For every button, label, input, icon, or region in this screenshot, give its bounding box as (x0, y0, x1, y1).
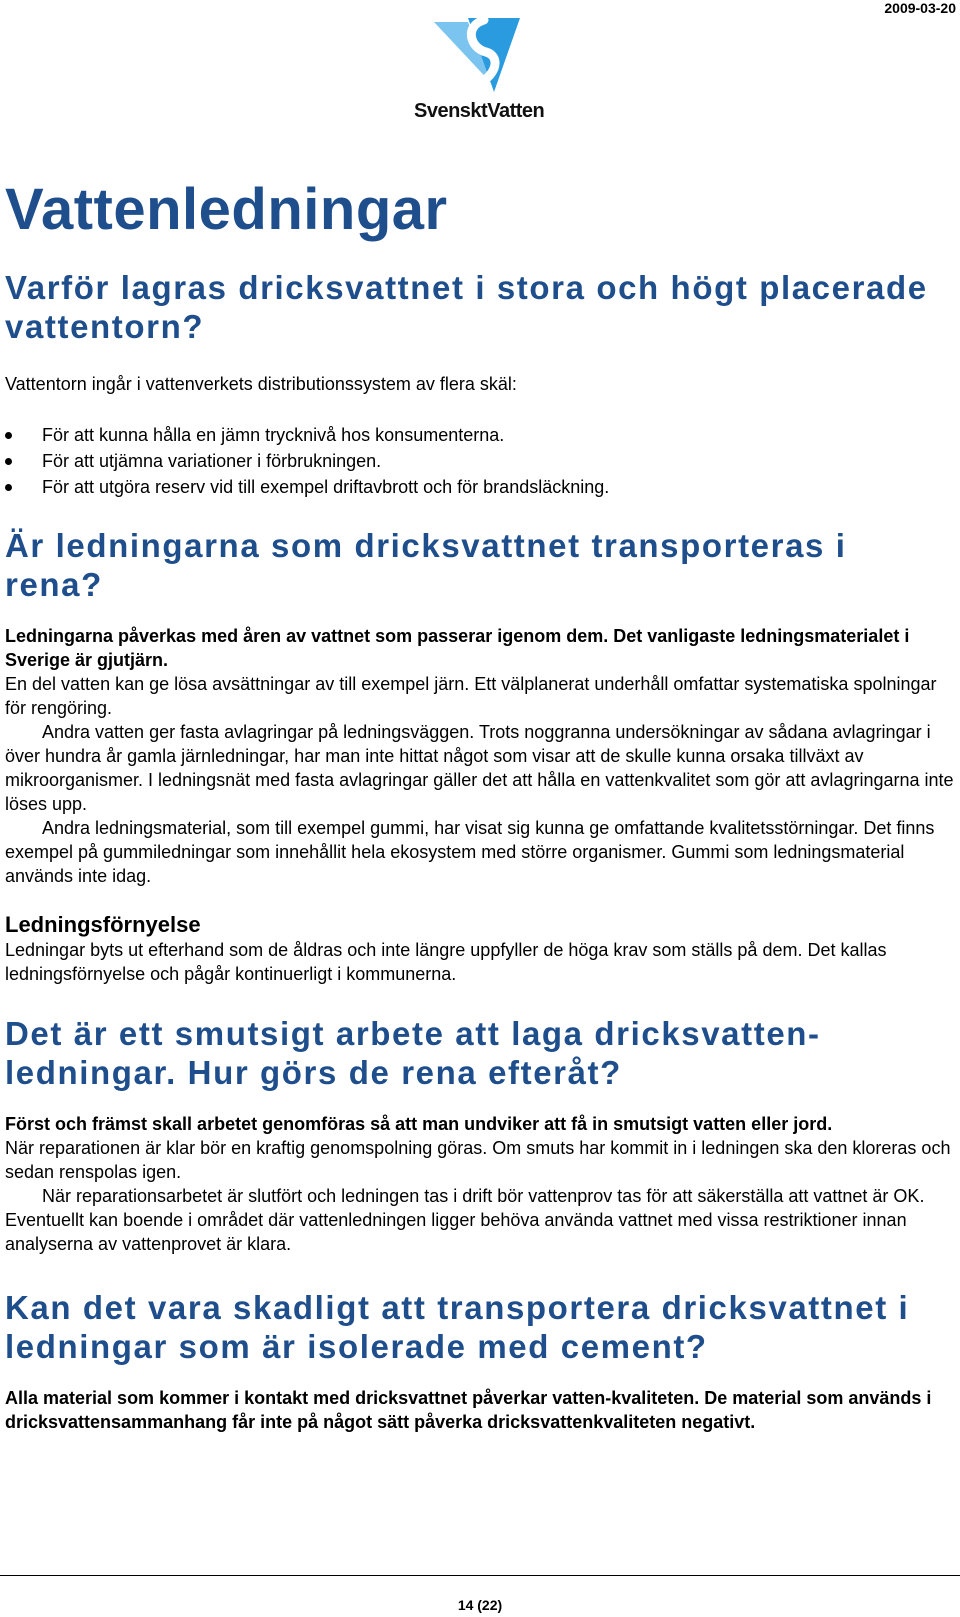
page-title: Vattenledningar (5, 177, 448, 242)
bullet-icon (5, 484, 12, 491)
bullet-icon (5, 432, 12, 439)
document-body (5, 176, 955, 1434)
smutsigt-arbete-paragraph-2: När reparationsarbetet är slutfört och ledningen tas i drift bör vattenprov tas för att säkerställa att vattnet är OK. Eventuellt kan boende i området där vattenledningen ligger behöva använda vattnet med vissa restriktioner innan analyserna av vattenprovet är klara. (5, 1186, 925, 1254)
list-item: För att utjämna variationer i förbrukningen. (5, 448, 955, 474)
rena-ledningar-paragraph-1: En del vatten kan ge lösa avsättningar av till exempel järn. Ett välplanerat underhåll omfattar systematiska spolningar för rengöring. (5, 674, 937, 718)
svenskt-vatten-logo (410, 14, 550, 123)
water-drop-logo-icon (434, 14, 522, 94)
list-item: För att utgöra reserv vid till exempel driftavbrott och för brandsläckning. (5, 474, 955, 500)
cement-lead: Alla material som kommer i kontakt med dricksvattnet påverkar vatten-kvaliteten. De material som används i dricksvattensammanhang får inte på något sätt påverka dricksvattenkvaliteten negativt. (5, 1388, 932, 1432)
bullet-icon (5, 458, 12, 465)
document-date: 2009-03-20 (884, 0, 956, 16)
section-heading-rena-ledningar: Är ledningarna som dricksvattnet transporteras i rena? (5, 527, 847, 603)
rena-ledningar-paragraph-2: Andra vatten ger fasta avlagringar på ledningsväggen. Trots noggranna undersökningar av sådana avlagringar i över hundra år gamla järnledningar, har man inte hittat något som visar att de skulle kunna orsaka tillväxt av mikroorganismer. I ledningsnät med fasta avlagringar gäller det att hålla en vattenkvalitet som gör att avlagringarna inte löses upp. (5, 722, 954, 814)
section-heading-smutsigt-arbete: Det är ett smutsigt arbete att laga dricksvatten-ledningar. Hur görs de rena efteråt? (5, 1015, 821, 1091)
footer-divider (0, 1575, 960, 1576)
section-heading-ledningsfornyelse: Ledningsförnyelse (5, 912, 201, 937)
smutsigt-arbete-lead: Först och främst skall arbetet genomföras så att man undviker att få in smutsigt vatten eller jord. (5, 1114, 833, 1134)
list-item: För att kunna hålla en jämn trycknivå hos konsumenterna. (5, 422, 955, 448)
vattentorn-reasons-list (5, 422, 955, 500)
page-number: 14 (22) (457, 1597, 503, 1613)
ledningsfornyelse-paragraph: Ledningar byts ut efterhand som de åldras och inte längre uppfyller de höga krav som ställs på dem. Det kallas ledningsförnyelse och pågår kontinuerligt i kommunerna. (5, 940, 887, 984)
rena-ledningar-paragraph-3: Andra ledningsmaterial, som till exempel gummi, har visat sig kunna ge omfattande kvalitetsstörningar. Det finns exempel på gummiledningar som innehållit hela ekosystem med större organismer. Gummi som ledningsmaterial används inte idag. (5, 818, 935, 886)
section-heading-cement: Kan det vara skadligt att transportera dricksvattnet i ledningar som är isolerade med cement? (5, 1289, 910, 1365)
vattentorn-intro: Vattentorn ingår i vattenverkets distributionssystem av flera skäl: (5, 374, 517, 394)
smutsigt-arbete-paragraph-1: När reparationen är klar bör en kraftig genomspolning göras. Om smuts har kommit in i ledningen ska den kloreras och sedan renspolas igen. (5, 1138, 951, 1182)
logo-wordmark: SvensktVatten (414, 100, 545, 122)
rena-ledningar-lead: Ledningarna påverkas med åren av vattnet som passerar igenom dem. Det vanligaste ledningsmaterialet i Sverige är gjutjärn. (5, 626, 910, 670)
section-heading-vattentorn: Varför lagras dricksvattnet i stora och högt placerade vattentorn? (5, 269, 928, 345)
